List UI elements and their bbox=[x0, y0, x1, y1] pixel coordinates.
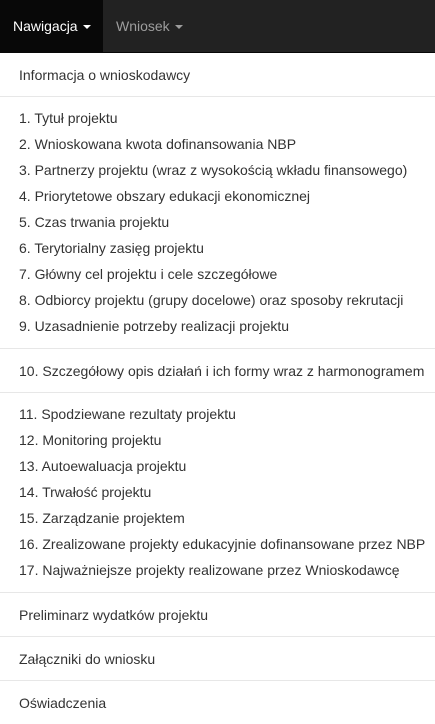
menu-item-1[interactable]: 1. Tytuł projektu bbox=[19, 110, 118, 126]
menu-item-applicant-info[interactable]: Informacja o wnioskodawcy bbox=[19, 66, 191, 83]
menu-item-9[interactable]: 9. Uzasadnienie potrzeby realizacji projektu bbox=[19, 318, 290, 334]
menu-item-7[interactable]: 7. Główny cel projektu i cele szczegółowe bbox=[19, 266, 278, 282]
menu-item-8[interactable]: 8. Odbiorcy projektu (grupy docelowe) oraz sposoby rekrutacji bbox=[19, 292, 404, 308]
menu-section-10 bbox=[0, 349, 435, 393]
menu-section-applicant bbox=[0, 53, 435, 97]
menu-section-statements bbox=[0, 681, 435, 724]
menu-item-14[interactable]: 14. Trwałość projektu bbox=[19, 484, 152, 500]
menu-item-6[interactable]: 6. Terytorialny zasięg projektu bbox=[19, 240, 204, 256]
menu-item-2[interactable]: 2. Wnioskowana kwota dofinansowania NBP bbox=[19, 136, 297, 152]
menu-group-1 bbox=[0, 97, 435, 349]
nav-tab-label: Wniosek bbox=[116, 18, 170, 34]
menu-item-12[interactable]: 12. Monitoring projektu bbox=[19, 432, 162, 448]
menu-item-16[interactable]: 16. Zrealizowane projekty edukacyjnie dofinansowane przez NBP bbox=[19, 536, 426, 552]
menu-item-4[interactable]: 4. Priorytetowe obszary edukacji ekonomicznej bbox=[19, 188, 311, 204]
caret-down-icon bbox=[83, 25, 91, 29]
menu-section-attachments bbox=[0, 637, 435, 681]
nav-tab-label: Nawigacja bbox=[13, 18, 78, 34]
menu-group-2 bbox=[0, 393, 435, 593]
caret-down-icon bbox=[175, 25, 183, 29]
menu-item-17[interactable]: 17. Najważniejsze projekty realizowane przez Wnioskodawcę bbox=[19, 562, 400, 578]
menu-item-3[interactable]: 3. Partnerzy projektu (wraz z wysokością wkładu finansowego) bbox=[19, 162, 408, 178]
navigation-menu bbox=[0, 53, 435, 724]
menu-item-13[interactable]: 13. Autoewaluacja projektu bbox=[19, 458, 187, 474]
menu-item-statements[interactable]: Oświadczenia bbox=[19, 695, 107, 711]
top-navbar bbox=[0, 0, 435, 53]
nav-tab-nawigacja[interactable] bbox=[0, 0, 103, 52]
menu-section-budget bbox=[0, 593, 435, 637]
menu-item-5[interactable]: 5. Czas trwania projektu bbox=[19, 214, 170, 230]
menu-item-11[interactable]: 11. Spodziewane rezultaty projektu bbox=[19, 406, 236, 422]
menu-item-attachments[interactable]: Załączniki do wniosku bbox=[19, 650, 156, 667]
nav-tab-wniosek[interactable] bbox=[103, 0, 198, 52]
menu-item-budget[interactable]: Preliminarz wydatków projektu bbox=[19, 606, 209, 623]
menu-item-10[interactable]: 10. Szczegółowy opis działań i ich formy wraz z harmonogramem bbox=[19, 362, 425, 379]
menu-item-15[interactable]: 15. Zarządzanie projektem bbox=[19, 510, 185, 526]
